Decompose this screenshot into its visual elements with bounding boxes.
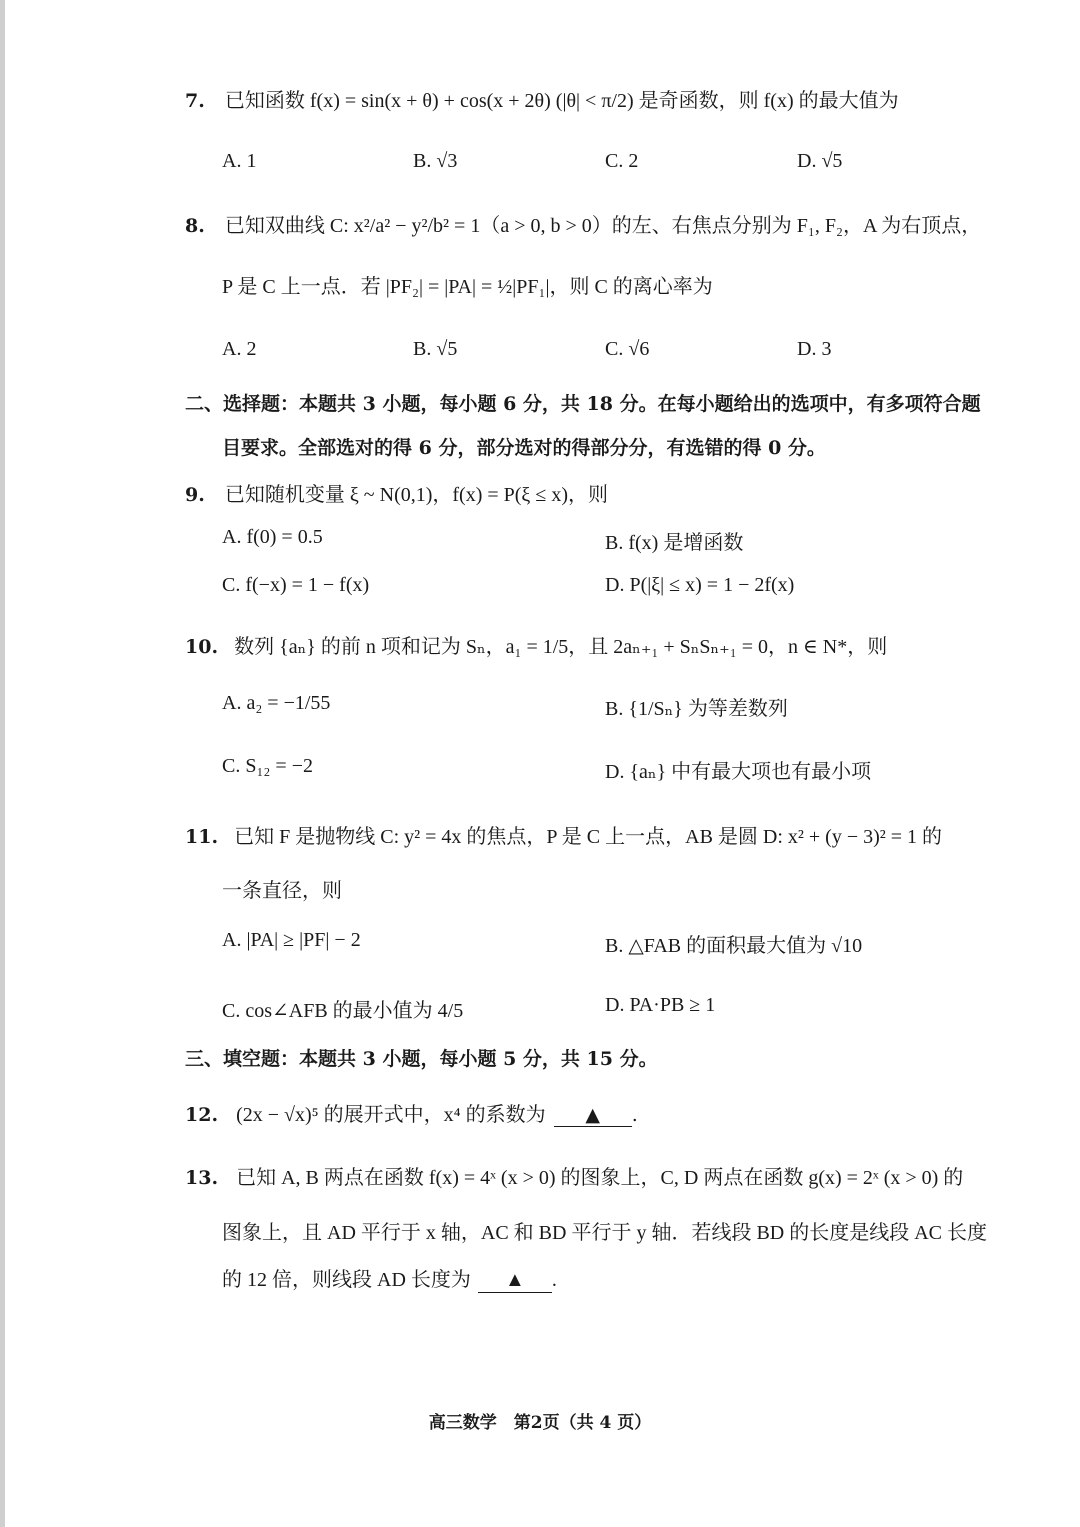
question-10-option-b: B. {1/Sₙ} 为等差数列	[605, 698, 788, 720]
question-7-option-b: B. √3	[413, 150, 458, 172]
question-11-stem-line-1: 已知 F 是抛物线 C: y² = 4x 的焦点，P 是 C 上一点，AB 是圆 D: x² + (y − 3)² = 1 的	[234, 826, 943, 848]
question-10-stem: 数列 {aₙ} 的前 n 项和记为 Sₙ，a₁ = 1/5，且 2aₙ₊₁ + SₙSₙ₊₁ = 0，n ∈ N*，则	[234, 636, 888, 658]
section-3-heading: 三、填空题：本题共 3 小题，每小题 5 分，共 15 分。	[185, 1048, 658, 1070]
question-7	[185, 84, 899, 113]
question-9-option-d: D. P(|ξ| ≤ x) = 1 − 2f(x)	[605, 574, 795, 596]
question-8-option-c: C. √6	[605, 338, 650, 360]
question-7-option-a: A. 1	[222, 150, 257, 172]
question-9	[185, 478, 608, 507]
question-7-option-d: D. √5	[797, 150, 843, 172]
question-12: 12. (2x − √x)⁵ 的展开式中，x⁴ 的系数为 ▲ .	[185, 1104, 638, 1126]
question-8-stem-line-2: P 是 C 上一点．若 |PF₂| = |PA| = ½|PF₁|，则 C 的离心率为	[222, 276, 713, 298]
question-7-option-c: C. 2	[605, 150, 639, 172]
page-edge	[0, 0, 5, 1527]
page-footer: 高三数学 第2页（共 4 页）	[428, 1413, 652, 1433]
question-13-blank-marker: ▲	[504, 1269, 525, 1291]
section-2-heading-line-2: 目要求。全部选对的得 6 分，部分选对的得部分分，有选错的得 0 分。	[222, 437, 826, 459]
question-13	[185, 1161, 963, 1190]
question-7-number: 7.	[185, 90, 205, 112]
question-12-stem: (2x − √x)⁵ 的展开式中，x⁴ 的系数为	[236, 1104, 546, 1126]
question-11-stem-line-2: 一条直径，则	[222, 880, 342, 902]
question-12-answer-blank	[554, 1104, 632, 1127]
question-13-answer-blank	[478, 1269, 552, 1293]
question-13-stem-line-3: 的 12 倍，则线段 AD 长度为 ▲ .	[222, 1269, 557, 1291]
question-11-option-c: C. cos∠AFB 的最小值为 4/5	[222, 1000, 464, 1022]
question-11	[185, 820, 942, 849]
question-13-stem-line-1: 已知 A, B 两点在函数 f(x) = 4ˣ (x > 0) 的图象上，C, D 两点在函数 g(x) = 2ˣ (x > 0) 的	[236, 1167, 964, 1189]
question-8-stem-line-1: 已知双曲线 C: x²/a² − y²/b² = 1（a > 0, b > 0）的左、右焦点分别为 F₁, F₂，A 为右顶点，	[224, 215, 982, 237]
question-10-option-c: C. S₁₂ = −2	[222, 755, 313, 777]
question-10	[185, 630, 887, 659]
question-8	[185, 209, 981, 238]
question-7-stem: 已知函数 f(x) = sin(x + θ) + cos(x + 2θ) (|θ| < π/2) 是奇函数，则 f(x) 的最大值为	[224, 90, 899, 112]
question-9-option-b: B. f(x) 是增函数	[605, 532, 744, 554]
question-13-number: 13.	[185, 1167, 219, 1189]
question-12-number: 12.	[185, 1104, 219, 1126]
question-11-option-b: B. △FAB 的面积最大值为 √10	[605, 935, 863, 957]
question-9-number: 9.	[185, 484, 205, 506]
question-8-option-b: B. √5	[413, 338, 458, 360]
question-9-option-a: A. f(0) = 0.5	[222, 526, 323, 548]
question-8-option-a: A. 2	[222, 338, 257, 360]
question-10-option-d: D. {aₙ} 中有最大项也有最小项	[605, 761, 872, 783]
question-8-option-d: D. 3	[797, 338, 832, 360]
section-2-heading: 二、选择题：本题共 3 小题，每小题 6 分，共 18 分。在每小题给出的选项中，有多项符合题	[185, 393, 981, 415]
question-10-option-a: A. a₂ = −1/55	[222, 692, 331, 714]
question-9-stem: 已知随机变量 ξ ~ N(0,1)，f(x) = P(ξ ≤ x)，则	[224, 484, 608, 506]
question-13-stem-line-2: 图象上，且 AD 平行于 x 轴，AC 和 BD 平行于 y 轴．若线段 BD 的长度是线段 AC 长度	[222, 1222, 988, 1244]
question-12-blank-marker: ▲	[585, 1104, 600, 1126]
question-11-number: 11.	[185, 826, 219, 848]
question-13-stem-line-3-text: 的 12 倍，则线段 AD 长度为	[222, 1269, 471, 1291]
question-9-option-c: C. f(−x) = 1 − f(x)	[222, 574, 370, 596]
question-10-number: 10.	[185, 636, 219, 658]
question-11-option-d: D. PA·PB ≥ 1	[605, 994, 716, 1016]
question-8-number: 8.	[185, 215, 205, 237]
question-11-option-a: A. |PA| ≥ |PF| − 2	[222, 929, 361, 951]
